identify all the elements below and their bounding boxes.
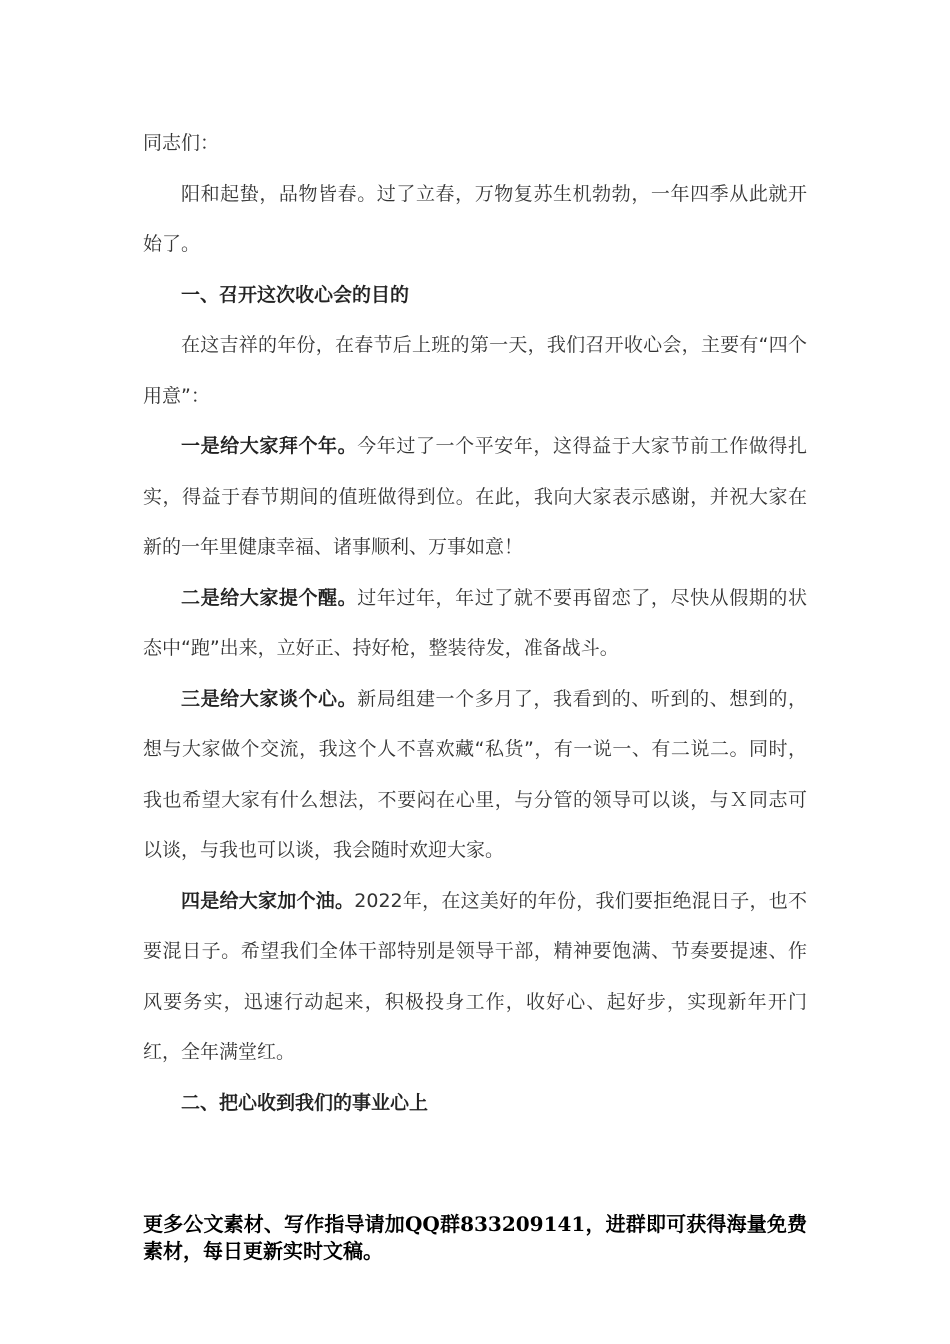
section-1-heading: 一、召开这次收心会的目的	[181, 283, 410, 306]
section-1-intro: 在这吉祥的年份，在春节后上班的第一天，我们召开收心会，主要有“四个用意”：	[143, 334, 807, 407]
point-lead: 一是给大家拜个年。	[181, 435, 358, 457]
point-text: 过年过年，年过了就不要再留恋了，尽快从假期的状态中“跑”出来，立好正、持好枪，整装待发，准备战斗。	[143, 586, 807, 659]
point-lead: 二是给大家提个醒。	[181, 586, 358, 609]
salutation: 同志们：	[143, 132, 220, 154]
intro-paragraph: 阳和起蛰，品物皆春。过了立春，万物复苏生机勃勃，一年四季从此就开始了。	[143, 182, 807, 255]
point-text: 今年过了一个平安年，这得益于大家节前工作做得扎实，得益于春节期间的值班做得到位。在此，我向大家表示感谢，并祝大家在新的一年里健康幸福、诸事顺利、万事如意！	[143, 435, 807, 558]
point-lead: 四是给大家加个油。	[181, 889, 355, 912]
section-2-heading: 二、把心收到我们的事业心上	[181, 1091, 429, 1114]
point-paragraph	[143, 876, 807, 1078]
promo-footer: 更多公文素材、写作指导请加QQ群833209141，进群即可获得海量免费素材，每日更新实时文稿。	[143, 1212, 807, 1263]
point-paragraph	[143, 573, 807, 674]
point-text: 新局组建一个多月了，我看到的、听到的、想到的，想与大家做个交流，我这个人不喜欢藏“私货”，有一说一、有二说二。同时，我也希望大家有什么想法，不要闷在心里，与分管的领导可以谈，与Ｘ同志可以谈，与我也可以谈，我会随时欢迎大家。	[143, 687, 807, 861]
point-paragraph	[143, 674, 807, 876]
point-paragraph	[143, 421, 807, 573]
document-body	[143, 118, 807, 1128]
point-text: 2022年，在这美好的年份，我们要拒绝混日子，也不要混日子。希望我们全体干部特别是领导干部，精神要饱满、节奏要提速、作风要务实，迅速行动起来，积极投身工作，收好心、起好步，实现新年开门红，全年满堂红。	[143, 889, 807, 1063]
point-lead: 三是给大家谈个心。	[181, 687, 358, 710]
